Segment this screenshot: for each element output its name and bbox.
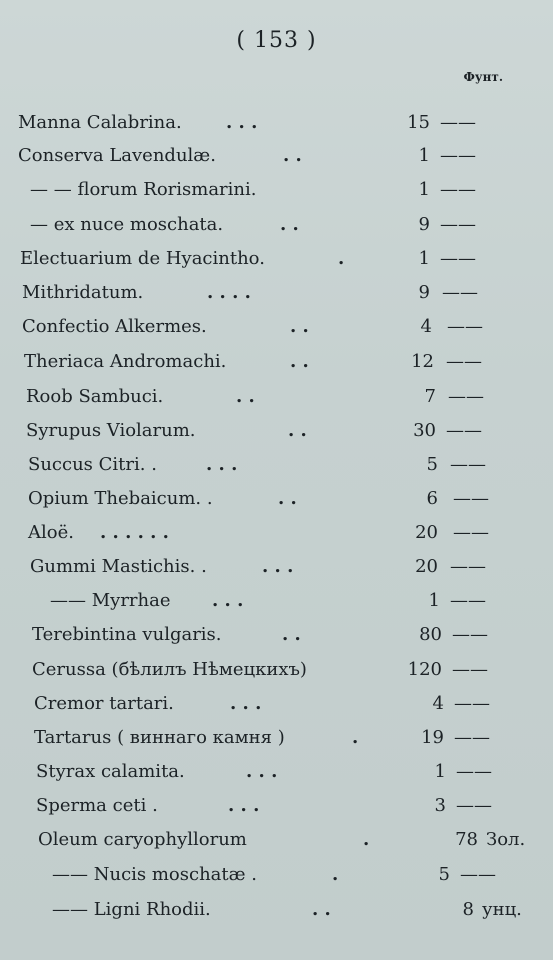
leader-dots: . (363, 829, 370, 850)
item-name: Syrupus Violarum. (26, 420, 196, 441)
list-item (50, 590, 508, 616)
item-name: Manna Calabrina. (18, 112, 182, 133)
item-unit: унц. (482, 899, 522, 920)
list-item (30, 179, 508, 205)
item-quantity: 4 (432, 693, 444, 714)
item-quantity: 1 (418, 145, 430, 166)
item-unit: —— (456, 795, 492, 816)
item-quantity: 8 (462, 899, 474, 920)
item-unit: —— (460, 864, 496, 885)
item-quantity: 20 (415, 556, 438, 577)
item-name: Cremor tartari. (34, 693, 174, 714)
list-item (32, 624, 508, 650)
list-item (22, 316, 508, 342)
item-unit: —— (446, 420, 482, 441)
item-name: — ex nuce moschata. (30, 214, 224, 235)
item-unit: —— (452, 659, 488, 680)
item-name: Aloë. (28, 522, 74, 543)
leader-dots: . . . (226, 112, 258, 133)
list-item (30, 556, 508, 582)
list-item (18, 145, 508, 171)
item-unit: —— (456, 761, 492, 782)
list-item (26, 420, 508, 446)
item-unit: —— (447, 316, 483, 337)
list-item (24, 351, 508, 377)
list-item (28, 522, 508, 548)
item-unit: —— (440, 248, 476, 269)
item-name: Roob Sambuci. (26, 386, 164, 407)
list-item (34, 693, 508, 719)
item-quantity: 5 (426, 454, 438, 475)
item-name: Opium Thebaicum. . (28, 488, 213, 509)
item-name: Electuarium de Hyacintho. (20, 248, 265, 269)
item-name: —— Ligni Rhodii. (52, 899, 211, 920)
item-quantity: 19 (421, 727, 444, 748)
list-item (28, 454, 508, 480)
leader-dots: . (332, 864, 339, 885)
list-item (26, 386, 508, 412)
leader-dots: . . (280, 214, 299, 235)
item-unit: —— (446, 351, 482, 372)
item-quantity: 120 (407, 659, 442, 680)
list-item (34, 727, 508, 753)
item-unit: —— (453, 488, 489, 509)
list-item (52, 899, 540, 925)
item-name: —— Nucis moschatæ . (52, 864, 258, 885)
item-name: Succus Citri. . (28, 454, 157, 475)
item-unit: —— (450, 454, 486, 475)
item-unit: Зол. (486, 829, 526, 850)
leader-dots: . . . . (207, 282, 251, 303)
item-quantity: 20 (415, 522, 438, 543)
page-number: ( 153 ) (236, 28, 317, 53)
item-name: Cerussa (бѣлилъ Нѣмецкихъ) (32, 659, 307, 680)
leader-dots: . . (290, 316, 309, 337)
leader-dots: . . . . . . (100, 522, 169, 543)
leader-dots: . . . (228, 795, 260, 816)
list-item (36, 761, 508, 787)
item-unit: —— (442, 282, 478, 303)
leader-dots: . . . (206, 454, 238, 475)
leader-dots: . . (290, 351, 309, 372)
leader-dots: . . (312, 899, 331, 920)
leader-dots: . (352, 727, 359, 748)
item-quantity: 4 (420, 316, 432, 337)
leader-dots: . (338, 248, 345, 269)
item-unit: —— (454, 693, 490, 714)
item-name: Tartarus ( виннаго камня ) (34, 727, 285, 748)
list-item (20, 248, 508, 274)
leader-dots: . . (282, 624, 301, 645)
item-unit: —— (440, 179, 476, 200)
item-unit: —— (453, 522, 489, 543)
leader-dots: . . (278, 488, 297, 509)
item-name: Sperma ceti . (36, 795, 158, 816)
item-name: —— Myrrhae (50, 590, 171, 611)
leader-dots: . . . (230, 693, 262, 714)
leader-dots: . . . (246, 761, 278, 782)
item-unit: —— (448, 386, 484, 407)
item-quantity: 1 (434, 761, 446, 782)
list-item (38, 829, 538, 855)
unit-column-header: Фунт. (463, 70, 503, 84)
item-quantity: 78 (455, 829, 478, 850)
item-name: Confectio Alkermes. (22, 316, 207, 337)
item-quantity: 80 (419, 624, 442, 645)
item-unit: —— (450, 556, 486, 577)
item-quantity: 12 (411, 351, 434, 372)
item-name: Gummi Mastichis. . (30, 556, 207, 577)
item-quantity: 7 (424, 386, 436, 407)
leader-dots: . . (283, 145, 302, 166)
item-unit: —— (440, 145, 476, 166)
leader-dots: . . (288, 420, 307, 441)
item-quantity: 6 (426, 488, 438, 509)
item-name: Styrax calamita. (36, 761, 185, 782)
item-name: Terebintina vulgaris. (32, 624, 222, 645)
list-item (18, 112, 508, 138)
list-item (22, 282, 508, 308)
item-unit: —— (454, 727, 490, 748)
item-quantity: 30 (413, 420, 436, 441)
list-item (36, 795, 508, 821)
item-quantity: 1 (418, 248, 430, 269)
item-name: Conserva Lavendulæ. (18, 145, 216, 166)
item-name: Mithridatum. (22, 282, 144, 303)
item-quantity: 15 (407, 112, 430, 133)
item-quantity: 1 (418, 179, 430, 200)
list-item (52, 864, 508, 890)
leader-dots: . . . (262, 556, 294, 577)
item-unit: —— (440, 214, 476, 235)
item-quantity: 9 (418, 214, 430, 235)
list-item (30, 214, 508, 240)
item-quantity: 1 (428, 590, 440, 611)
item-quantity: 9 (418, 282, 430, 303)
leader-dots: . . (236, 386, 255, 407)
item-quantity: 3 (434, 795, 446, 816)
list-item (32, 659, 508, 685)
leader-dots: . . . (212, 590, 244, 611)
item-quantity: 5 (438, 864, 450, 885)
item-unit: —— (450, 590, 486, 611)
item-name: Oleum caryophyllorum (38, 829, 247, 850)
item-name: Theriaca Andromachi. (24, 351, 227, 372)
item-unit: —— (440, 112, 476, 133)
item-name: — — florum Rorismarini. (30, 179, 257, 200)
item-unit: —— (452, 624, 488, 645)
list-item (28, 488, 508, 514)
